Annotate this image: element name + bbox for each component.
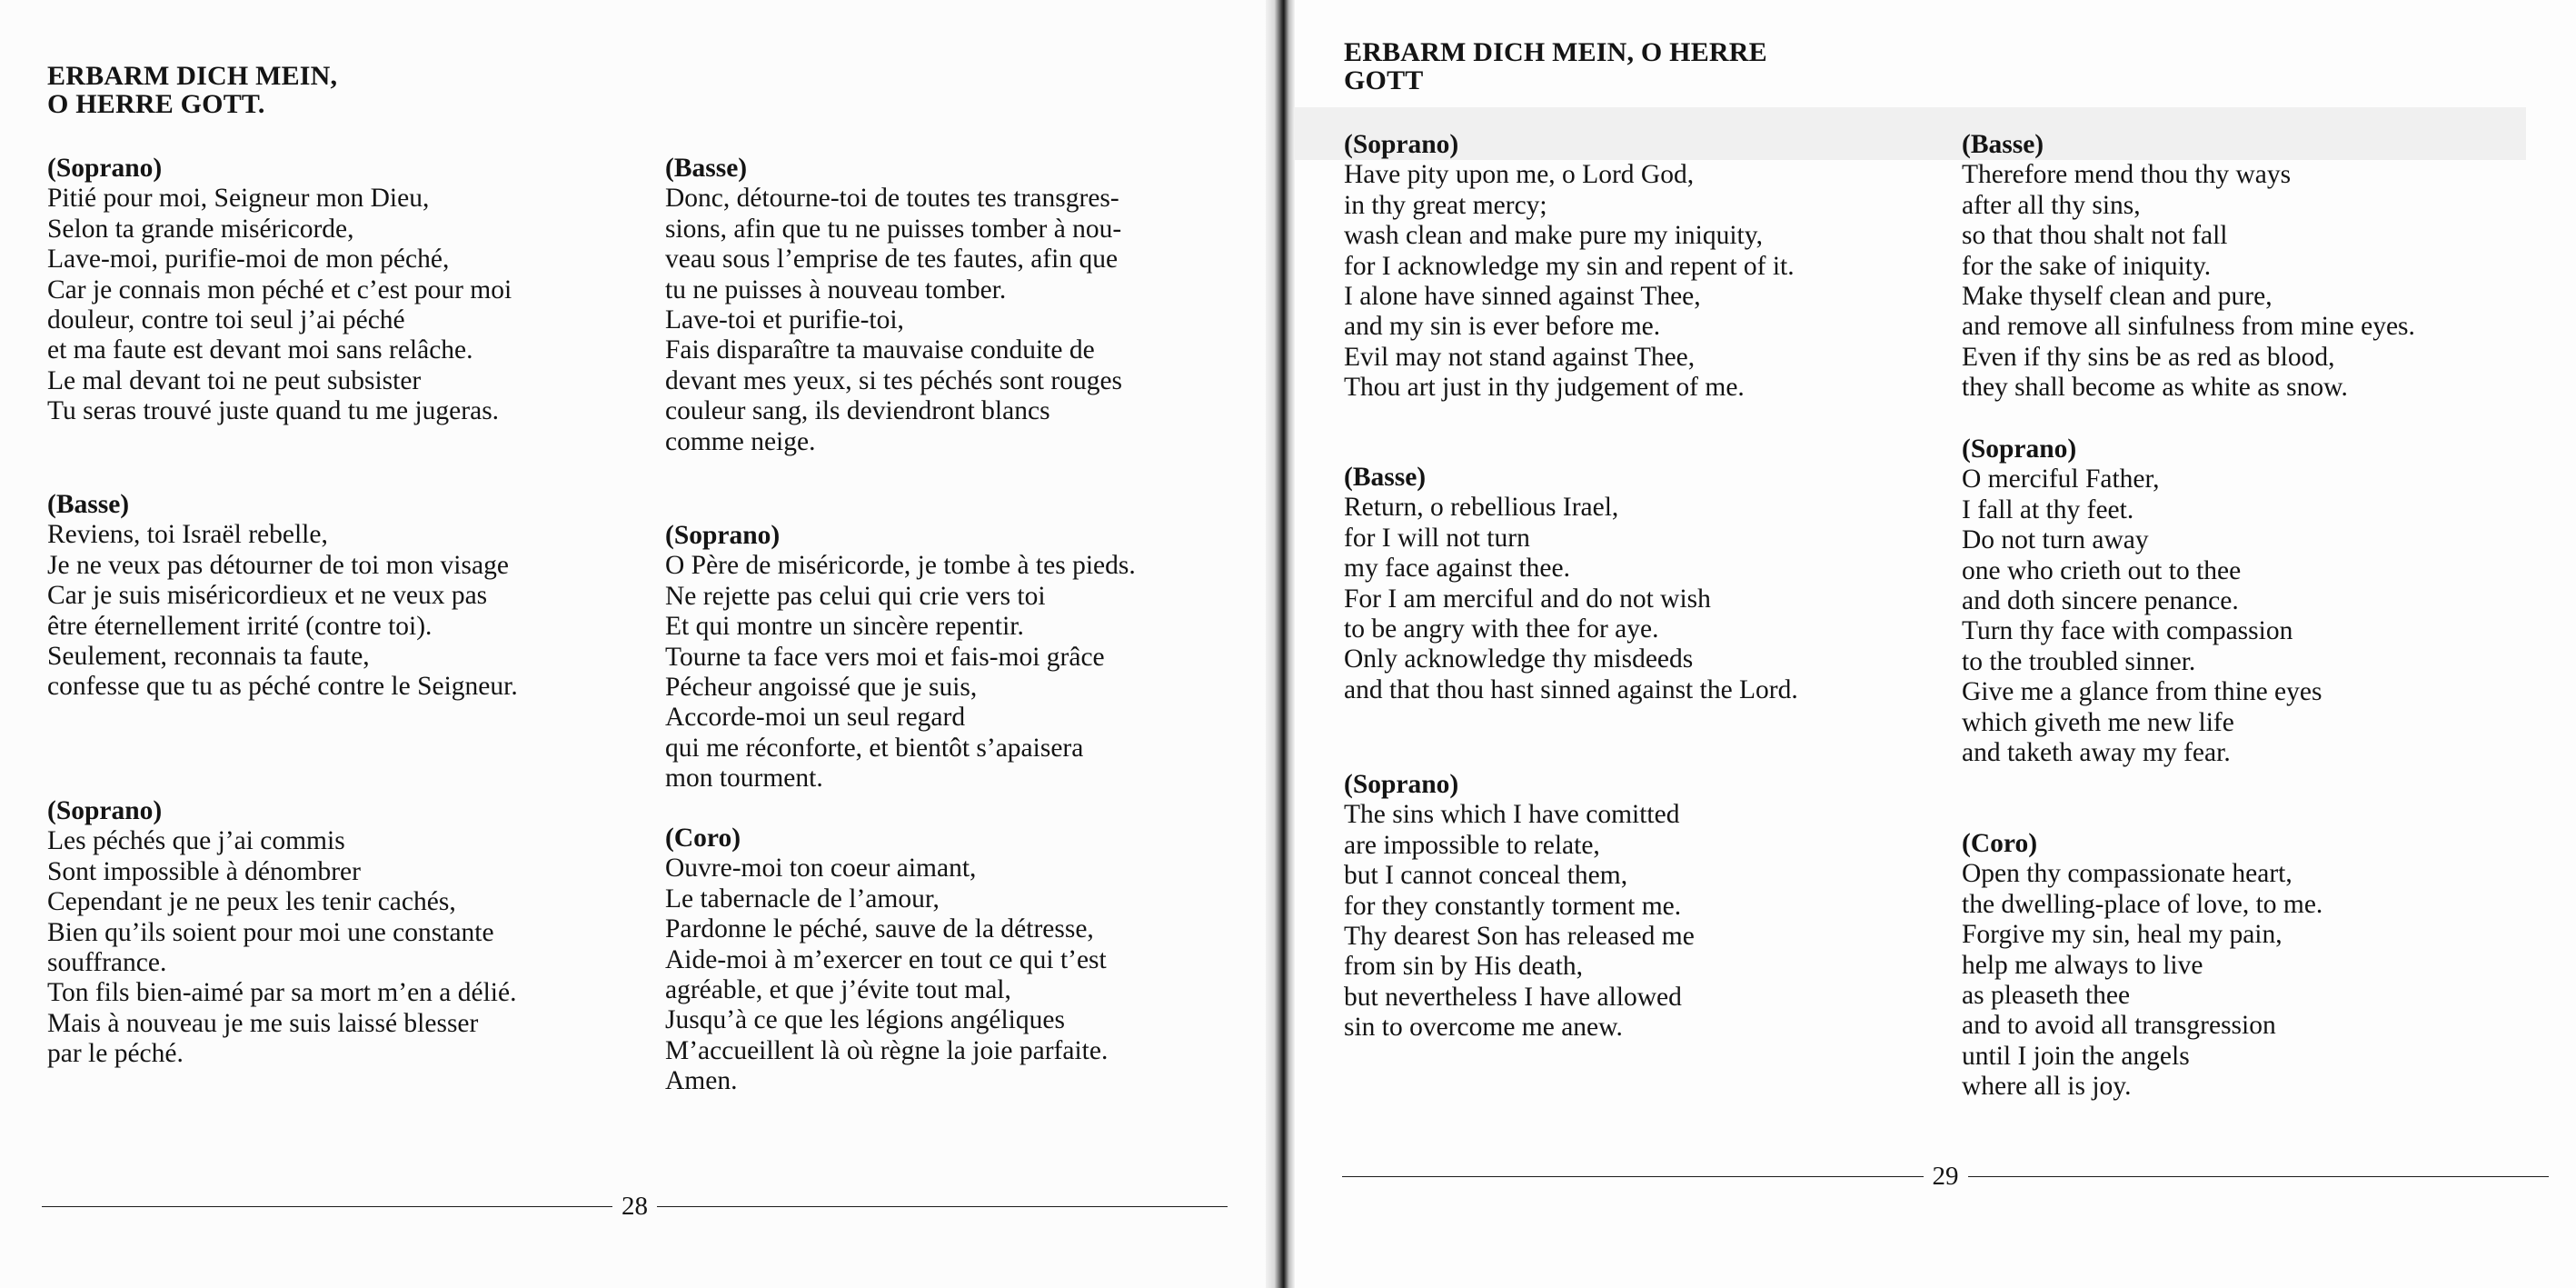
verse-line: tu ne puisses à nouveau tomber. bbox=[665, 275, 1007, 305]
verse-line: confesse que tu as péché contre le Seigneur. bbox=[47, 672, 518, 702]
book-gutter bbox=[1266, 0, 1295, 1288]
voice-label: (Basse) bbox=[1344, 463, 1427, 492]
english-title bbox=[1344, 38, 1767, 95]
verse-line: Cependant je ne peux les tenir cachés, bbox=[47, 887, 456, 917]
verse-line: sin to overcome me anew. bbox=[1344, 1013, 1623, 1043]
verse-line: Return, o rebellious Irael, bbox=[1344, 493, 1619, 523]
verse-line: the dwelling-place of love, to me. bbox=[1962, 889, 2323, 919]
stanza bbox=[1962, 434, 2561, 768]
verse-line: wash clean and make pure my iniquity, bbox=[1344, 221, 1763, 251]
verse-line: after all thy sins, bbox=[1962, 190, 2141, 220]
title-line: ERBARM DICH MEIN, O HERRE bbox=[1344, 37, 1767, 67]
verse-line: Le tabernacle de l’amour, bbox=[665, 884, 940, 914]
verse-line: mon tourment. bbox=[665, 764, 823, 794]
verse-line: comme neige. bbox=[665, 426, 816, 456]
verse-line: where all is joy. bbox=[1962, 1072, 2132, 1102]
verse-line: Car je connais mon péché et c’est pour moi bbox=[47, 275, 512, 305]
verse-line: Selon ta grande miséricorde, bbox=[47, 214, 354, 244]
verse-line: Seulement, reconnais ta faute, bbox=[47, 642, 370, 672]
verse-line: Have pity upon me, o Lord God, bbox=[1344, 160, 1695, 190]
left-page bbox=[0, 0, 1277, 1288]
stanza bbox=[47, 154, 629, 427]
verse-line: Je ne veux pas détourner de toi mon visage bbox=[47, 550, 509, 580]
verse-line: O merciful Father, bbox=[1962, 464, 2160, 494]
footer-rule bbox=[657, 1206, 1228, 1208]
verse-line: Evil may not stand against Thee, bbox=[1344, 342, 1696, 372]
stanza bbox=[1962, 130, 2561, 404]
verse-line: and doth sincere penance. bbox=[1962, 586, 2239, 616]
stanza bbox=[1962, 829, 2561, 1103]
footer-rule bbox=[1342, 1176, 1924, 1178]
verse-line: Tourne ta face vers moi et fais-moi grâce bbox=[665, 642, 1105, 672]
voice-label: (Coro) bbox=[1962, 829, 2038, 858]
verse-line: but I cannot conceal them, bbox=[1344, 861, 1628, 891]
stanza bbox=[47, 796, 629, 1070]
verse-line: for I will not turn bbox=[1344, 523, 1530, 553]
voice-label: (Soprano) bbox=[47, 154, 163, 183]
verse-line: Forgive my sin, heal my pain, bbox=[1962, 920, 2283, 950]
voice-label: (Soprano) bbox=[1962, 434, 2077, 464]
stanza bbox=[1344, 463, 1971, 705]
verse-line: Aide-moi à m’exercer en tout ce qui t’est bbox=[665, 944, 1107, 974]
stanza bbox=[1344, 770, 1971, 1043]
stanza bbox=[665, 824, 1247, 1097]
verse-line: for I acknowledge my sin and repent of it. bbox=[1344, 251, 1795, 281]
verse-line: are impossible to relate, bbox=[1344, 830, 1600, 860]
verse-line: Do not turn away bbox=[1962, 525, 2149, 555]
verse-line: until I join the angels bbox=[1962, 1041, 2190, 1071]
verse-line: être éternellement irrité (contre toi). bbox=[47, 611, 433, 641]
stanza bbox=[47, 490, 629, 703]
verse-line: Lave-moi, purifie-moi de mon péché, bbox=[47, 245, 450, 275]
verse-line: qui me réconforte, et bientôt s’apaisera bbox=[665, 733, 1084, 763]
verse-line: Fais disparaître ta mauvaise conduite de bbox=[665, 335, 1095, 365]
verse-line: agréable, et que j’évite tout mal, bbox=[665, 975, 1011, 1005]
verse-line: to the troubled sinner. bbox=[1962, 646, 2196, 676]
verse-line: I fall at thy feet. bbox=[1962, 494, 2134, 524]
verse-line: and that thou hast sinned against the Lord. bbox=[1344, 674, 1798, 704]
verse-line: veau sous l’emprise de tes fautes, afin que bbox=[665, 245, 1119, 275]
title-line: GOTT bbox=[1344, 65, 1424, 95]
voice-label: (Soprano) bbox=[1344, 130, 1459, 159]
verse-line: et ma faute est devant moi sans relâche. bbox=[47, 335, 473, 365]
verse-line: my face against thee. bbox=[1344, 554, 1570, 584]
verse-line: devant mes yeux, si tes péchés sont rouges bbox=[665, 365, 1123, 395]
verse-line: Reviens, toi Israël rebelle, bbox=[47, 520, 328, 550]
verse-line: Accorde-moi un seul regard bbox=[665, 703, 966, 733]
verse-line: Only acknowledge thy misdeeds bbox=[1344, 644, 1694, 674]
footer-rule bbox=[1968, 1176, 2550, 1178]
voice-label: (Soprano) bbox=[665, 521, 781, 550]
verse-line: The sins which I have comitted bbox=[1344, 800, 1680, 830]
verse-line: Ouvre-moi ton coeur aimant, bbox=[665, 854, 977, 884]
title-line: O HERRE GOTT. bbox=[47, 89, 265, 119]
right-page bbox=[1295, 0, 2576, 1288]
verse-line: for they constantly torment me. bbox=[1344, 891, 1682, 921]
verse-line: but nevertheless I have allowed bbox=[1344, 982, 1682, 1012]
verse-line: Open thy compassionate heart, bbox=[1962, 859, 2293, 889]
verse-line: Pécheur angoissé que je suis, bbox=[665, 673, 978, 703]
verse-line: Thou art just in thy judgement of me. bbox=[1344, 373, 1745, 403]
voice-label: (Basse) bbox=[47, 490, 130, 519]
title-line: ERBARM DICH MEIN, bbox=[47, 61, 338, 91]
verse-line: I alone have sinned against Thee, bbox=[1344, 282, 1701, 312]
verse-line: for the sake of iniquity. bbox=[1962, 251, 2212, 281]
verse-line: Le mal devant toi ne peut subsister bbox=[47, 365, 422, 395]
stanza bbox=[665, 521, 1247, 794]
verse-line: Et qui montre un sincère repentir. bbox=[665, 612, 1024, 642]
verse-line: Pardonne le péché, sauve de la détresse, bbox=[665, 914, 1094, 944]
verse-line: Car je suis miséricordieux et ne veux pas bbox=[47, 581, 488, 611]
verse-line: and taketh away my fear. bbox=[1962, 738, 2231, 768]
verse-line: they shall become as white as snow. bbox=[1962, 373, 2348, 403]
verse-line: souffrance. bbox=[47, 948, 167, 978]
verse-line: Pitié pour moi, Seigneur mon Dieu, bbox=[47, 184, 430, 214]
page-footer bbox=[1342, 1162, 2549, 1192]
footer-rule bbox=[42, 1206, 612, 1208]
verse-line: Make thyself clean and pure, bbox=[1962, 282, 2273, 312]
verse-line: For I am merciful and do not wish bbox=[1344, 584, 1711, 614]
voice-label: (Soprano) bbox=[47, 796, 163, 825]
verse-line: M’accueillent là où règne la joie parfaite. bbox=[665, 1035, 1109, 1065]
verse-line: from sin by His death, bbox=[1344, 952, 1584, 982]
verse-line: Ne rejette pas celui qui crie vers toi bbox=[665, 581, 1046, 611]
french-title bbox=[47, 62, 337, 118]
verse-line: and to avoid all transgression bbox=[1962, 1011, 2276, 1041]
verse-line: which giveth me new life bbox=[1962, 707, 2234, 737]
verse-line: to be angry with thee for aye. bbox=[1344, 614, 1659, 644]
verse-line: help me always to live bbox=[1962, 950, 2203, 980]
verse-line: Thy dearest Son has released me bbox=[1344, 922, 1695, 952]
verse-line: Amen. bbox=[665, 1066, 738, 1096]
voice-label: (Coro) bbox=[665, 824, 741, 853]
verse-line: sions, afin que tu ne puisses tomber à nou- bbox=[665, 214, 1122, 244]
verse-line: Turn thy face with compassion bbox=[1962, 616, 2293, 646]
verse-line: Mais à nouveau je me suis laissé blesser bbox=[47, 1008, 479, 1038]
verse-line: one who crieth out to thee bbox=[1962, 555, 2242, 585]
verse-line: so that thou shalt not fall bbox=[1962, 221, 2228, 251]
page-number: 28 bbox=[622, 1192, 648, 1221]
verse-line: Even if thy sins be as red as blood, bbox=[1962, 342, 2335, 372]
verse-line: Lave-toi et purifie-toi, bbox=[665, 305, 904, 335]
verse-line: Therefore mend thou thy ways bbox=[1962, 160, 2292, 190]
verse-line: O Père de miséricorde, je tombe à tes pieds. bbox=[665, 551, 1136, 581]
verse-line: Donc, détourne-toi de toutes tes transgres- bbox=[665, 184, 1119, 214]
verse-line: Ton fils bien-aimé par sa mort m’en a délié. bbox=[47, 978, 517, 1008]
stanza bbox=[665, 154, 1247, 457]
verse-line: Tu seras trouvé juste quand tu me jugeras. bbox=[47, 396, 500, 426]
page-number: 29 bbox=[1932, 1162, 1959, 1191]
verse-line: couleur sang, ils deviendront blancs bbox=[665, 396, 1050, 426]
verse-line: Les péchés que j’ai commis bbox=[47, 826, 345, 856]
voice-label: (Basse) bbox=[665, 154, 748, 183]
verse-line: in thy great mercy; bbox=[1344, 190, 1547, 220]
verse-line: Bien qu’ils soient pour moi une constante bbox=[47, 917, 494, 947]
verse-line: par le péché. bbox=[47, 1039, 184, 1069]
voice-label: (Soprano) bbox=[1344, 770, 1459, 799]
verse-line: douleur, contre toi seul j’ai péché bbox=[47, 305, 405, 335]
verse-line: and remove all sinfulness from mine eyes. bbox=[1962, 312, 2415, 342]
stanza bbox=[1344, 130, 1971, 404]
verse-line: as pleaseth thee bbox=[1962, 981, 2131, 1011]
voice-label: (Basse) bbox=[1962, 130, 2044, 159]
page-footer bbox=[42, 1192, 1228, 1222]
verse-line: and my sin is ever before me. bbox=[1344, 312, 1661, 342]
verse-line: Give me a glance from thine eyes bbox=[1962, 677, 2322, 707]
verse-line: Jusqu’à ce que les légions angéliques bbox=[665, 1005, 1065, 1035]
verse-line: Sont impossible à dénombrer bbox=[47, 856, 361, 886]
